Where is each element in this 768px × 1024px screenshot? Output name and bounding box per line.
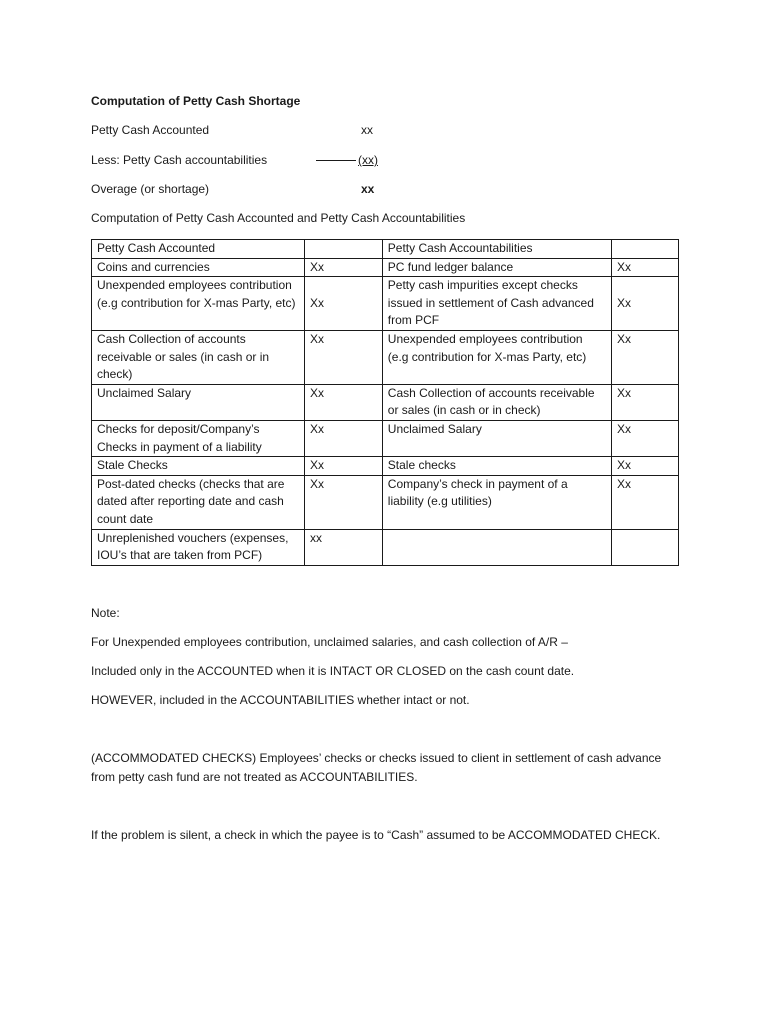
accounted-amount: Xx bbox=[304, 457, 382, 476]
accounted-amount: Xx bbox=[304, 475, 382, 529]
note-accommodated-checks-1: (ACCOMMODATED CHECKS) Employees’ checks or checks issued to client in settlement of cash advance bbox=[91, 751, 662, 765]
table-header-cell: Petty Cash Accountabilities bbox=[382, 240, 611, 259]
table-header-cell bbox=[304, 240, 382, 259]
accountability-amount: Xx bbox=[611, 420, 678, 456]
accounted-amount: Xx bbox=[304, 420, 382, 456]
accounted-item: Cash Collection of accounts receivable or sales (in cash or in check) bbox=[92, 330, 305, 384]
petty-cash-accounted-label: Petty Cash Accounted bbox=[91, 123, 210, 137]
table-row bbox=[92, 258, 679, 277]
accountability-item bbox=[382, 529, 611, 565]
table-row bbox=[92, 457, 679, 476]
heading-accounted-and-accountabilities: Computation of Petty Cash Accounted and Petty Cash Accountabilities bbox=[91, 211, 466, 225]
accountability-item: Cash Collection of accounts receivable or sales (in cash or in check) bbox=[382, 384, 611, 420]
accountability-item: Unexpended employees contribution (e.g contribution for X-mas Party, etc) bbox=[382, 330, 611, 384]
table-header-cell: Petty Cash Accounted bbox=[92, 240, 305, 259]
overage-shortage-label: Overage (or shortage) bbox=[91, 182, 210, 196]
note-silent-problem: If the problem is silent, a check in which the payee is to “Cash” assumed to be ACCOMMODATED CHECK. bbox=[91, 828, 661, 842]
overage-shortage-value: xx bbox=[361, 182, 375, 196]
underline-leader bbox=[316, 160, 356, 161]
petty-cash-table bbox=[91, 239, 679, 566]
note-title: Note: bbox=[91, 606, 120, 620]
note-line-1: For Unexpended employees contribution, unclaimed salaries, and cash collection of A/R – bbox=[91, 635, 568, 649]
accountability-amount: Xx bbox=[611, 277, 678, 331]
accountability-item: Petty cash impurities except checks issued in settlement of Cash advanced from PCF bbox=[382, 277, 611, 331]
accountability-amount: Xx bbox=[611, 258, 678, 277]
accountability-amount: Xx bbox=[611, 475, 678, 529]
accountability-amount: Xx bbox=[611, 330, 678, 384]
accounted-amount: Xx bbox=[304, 384, 382, 420]
accounted-item: Unreplenished vouchers (expenses, IOU’s that are taken from PCF) bbox=[92, 529, 305, 565]
table-row bbox=[92, 420, 679, 456]
note-line-3: HOWEVER, included in the ACCOUNTABILITIES whether intact or not. bbox=[91, 693, 470, 707]
accounted-item: Checks for deposit/Company’s Checks in payment of a liability bbox=[92, 420, 305, 456]
accounted-amount: Xx bbox=[304, 330, 382, 384]
accounted-amount: xx bbox=[304, 529, 382, 565]
accounted-amount: Xx bbox=[304, 277, 382, 331]
accounted-item: Coins and currencies bbox=[92, 258, 305, 277]
table-row bbox=[92, 277, 679, 331]
accountability-item: Stale checks bbox=[382, 457, 611, 476]
table-row bbox=[92, 330, 679, 384]
less-accountabilities-amount: (xx) bbox=[358, 153, 378, 167]
accounted-amount: Xx bbox=[304, 258, 382, 277]
accountability-item: Company’s check in payment of a liability (e.g utilities) bbox=[382, 475, 611, 529]
accounted-item: Post-dated checks (checks that are dated after reporting date and cash count date bbox=[92, 475, 305, 529]
petty-cash-accounted-value: xx bbox=[361, 123, 373, 137]
accountability-amount bbox=[611, 529, 678, 565]
less-accountabilities-value bbox=[316, 152, 378, 168]
accountability-amount: Xx bbox=[611, 384, 678, 420]
accounted-item: Unexpended employees contribution (e.g contribution for X-mas Party, etc) bbox=[92, 277, 305, 331]
accountability-amount: Xx bbox=[611, 457, 678, 476]
note-accommodated-checks-2: from petty cash fund are not treated as ACCOUNTABILITIES. bbox=[91, 770, 418, 784]
table-row bbox=[92, 475, 679, 529]
accountability-item: Unclaimed Salary bbox=[382, 420, 611, 456]
table-header-cell bbox=[611, 240, 678, 259]
heading-petty-cash-shortage: Computation of Petty Cash Shortage bbox=[91, 94, 301, 108]
accounted-item: Unclaimed Salary bbox=[92, 384, 305, 420]
accounted-item: Stale Checks bbox=[92, 457, 305, 476]
less-accountabilities-label: Less: Petty Cash accountabilities bbox=[91, 153, 268, 167]
note-line-2: Included only in the ACCOUNTED when it is INTACT OR CLOSED on the cash count date. bbox=[91, 664, 575, 678]
table-row bbox=[92, 384, 679, 420]
accountability-item: PC fund ledger balance bbox=[382, 258, 611, 277]
table-header-row bbox=[92, 240, 679, 259]
table-row bbox=[92, 529, 679, 565]
